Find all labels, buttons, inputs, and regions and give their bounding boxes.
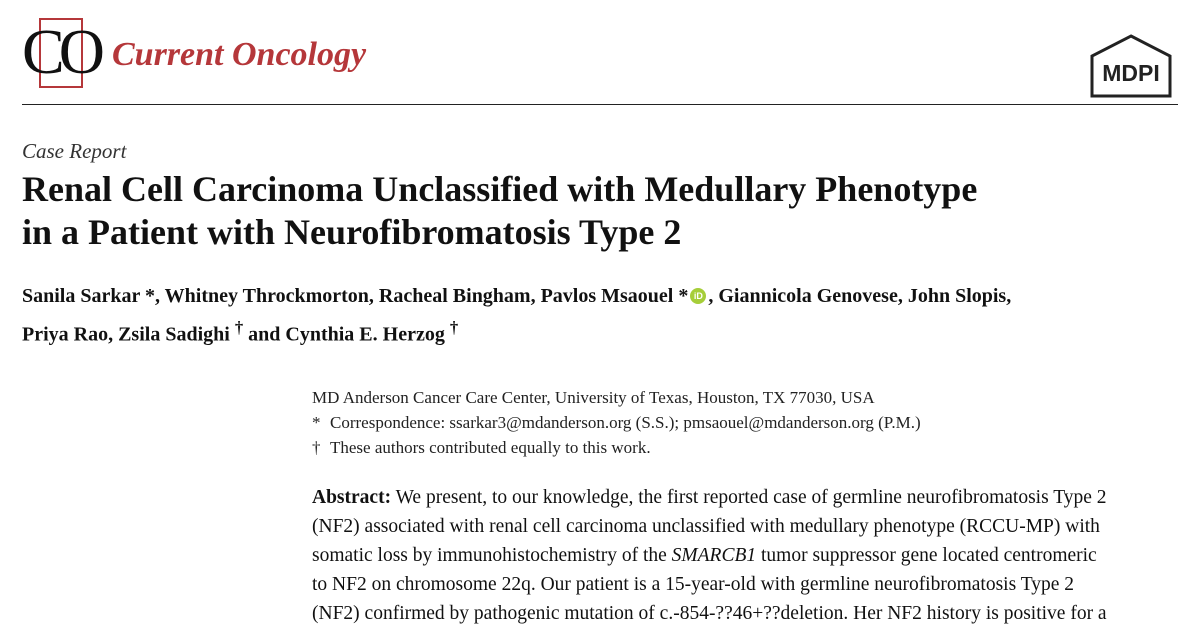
author-list (22, 280, 1192, 351)
gene-name: SMARCB1 (671, 545, 757, 566)
dagger-mark: † (449, 318, 459, 337)
mdpi-logo[interactable] (1088, 34, 1174, 98)
abstract-line-2: (NF2) associated with renal cell carcinoma unclassified with medullary phenotype (RCCU-MP) with (312, 516, 1100, 537)
authors-text-2b[interactable]: and Cynthia E. Herzog (243, 323, 445, 346)
abstract-line-5: (NF2) confirmed by pathogenic mutation of c.-854-??46+??deletion. Her NF2 history is positive for a (312, 603, 1107, 624)
authors-text-2a[interactable]: Priya Rao, Zsila Sadighi (22, 323, 230, 346)
abstract-text: tumor suppressor gene located centromeric (756, 545, 1097, 566)
abstract-text: We present, to our knowledge, the first reported case of germline neurofibromatosis Type 2 (391, 487, 1107, 508)
authors-text-1b[interactable]: , Giannicola Genovese, John Slopis, (708, 285, 1012, 307)
title-line-1: Renal Cell Carcinoma Unclassified with Medullary Phenotype (22, 169, 978, 209)
authors-text-1a[interactable]: Sanila Sarkar *, Whitney Throckmorton, Racheal Bingham, Pavlos Msaouel * (22, 285, 689, 307)
title-line-2: in a Patient with Neurofibromatosis Type 2 (22, 212, 682, 252)
abstract-label: Abstract: (312, 487, 392, 508)
correspondence-text[interactable]: Correspondence: ssarkar3@mdanderson.org (S.S.); pmsaouel@mdanderson.org (P.M.) (330, 413, 921, 432)
article-type: Case Report (22, 139, 127, 163)
affiliation-block (312, 385, 1172, 460)
journal-name[interactable]: Current Oncology (112, 36, 367, 73)
article-title (22, 168, 1182, 254)
author-line-1 (22, 280, 1192, 312)
orcid-icon[interactable]: iD (690, 288, 706, 304)
correspondence-mark: * (312, 413, 321, 432)
institution: MD Anderson Cancer Care Center, University of Texas, Houston, TX 77030, USA (312, 388, 875, 407)
abstract-line-1 (312, 483, 1188, 512)
abstract-text: somatic loss by immunohistochemistry of the (312, 545, 672, 566)
mdpi-logo-text: MDPI (1102, 60, 1160, 86)
dagger-mark: † (234, 318, 244, 337)
abstract-line-3 (312, 541, 1188, 570)
correspondence (312, 410, 1172, 435)
header-divider (22, 104, 1178, 105)
equal-contribution-note (312, 435, 1172, 460)
equal-contribution-mark: † (312, 438, 321, 457)
logo-letters: CO (22, 16, 99, 87)
abstract-line-4: to NF2 on chromosome 22q. Our patient is a 15-year-old with germline neurofibromatosis Type 2 (312, 574, 1075, 595)
author-line-2 (22, 312, 1192, 351)
abstract (312, 483, 1188, 628)
equal-contribution-text: These authors contributed equally to this work. (330, 438, 651, 457)
